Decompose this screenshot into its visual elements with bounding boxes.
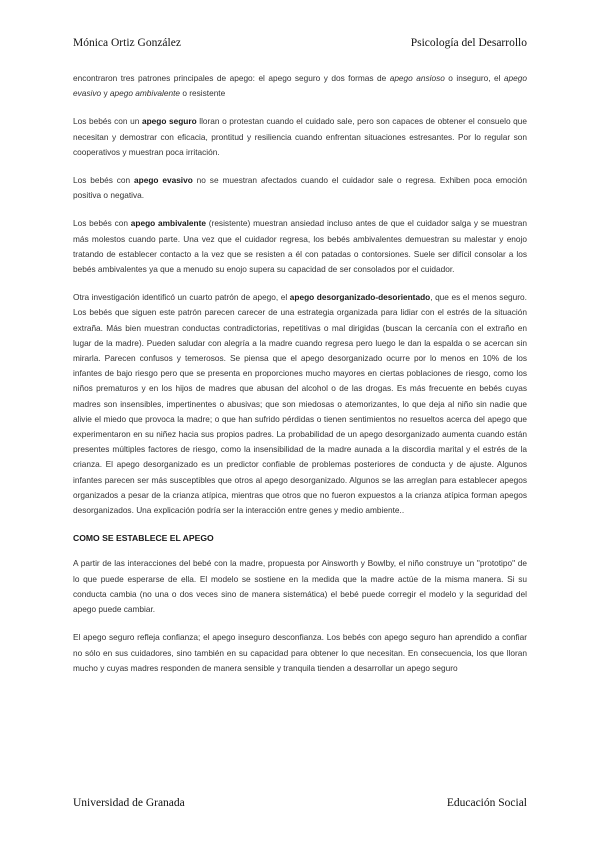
paragraph-secure-attachment xyxy=(73,114,527,160)
text-run: y xyxy=(101,88,110,99)
text-run: , que es el menos seguro. Los bebés que siguen este patrón parecen carecer de una estrategia organizada para lidiar con el estrés de la situación extraña. Más bien muestran conductas contradictorias, repetitivas o mal dirigidas (buscan la cercanía con el extraño en lugar de la madre). Pueden saludar con alegría a la madre cuando regresa pero luego le dan la espalda o se acercan sin mirarla. Parecen confusos y temerosos. Se piensa que el apego desorganizado ocurre por lo menos en 10% de los infantes de bajo riesgo pero que se presenta en proporciones mucho mayores en ciertas poblaciones de riesgo, como los niños prematuros y en los hijos de madres que abusan del alcohol o de las drogas. Es más frecuente en bebés cuyas madres son insensibles, impertinentes o abusivas; que son miedosas o atemorizantes, lo que deja al niño sin nadie que alivie el miedo que provoca la madre; o que han sufrido pérdidas o tienen sentimientos no resueltos acerca del apego que experimentaron en su niñez hacia sus propios padres. La probabilidad de un apego desorganizado aumenta cuando están presentes múltiples factores de riesgo, como la insensibilidad de la madre aunada a la discordia marital y el estrés de la crianza. El apego desorganizado es un predictor confiable de problemas posteriores de conducta y de ajuste. Algunos infantes parecen ser más susceptibles que otros al apego desorganizado. Algunos se las arreglan para establecer apegos organizados a pesar de la crianza atípica, mientras que otros que no fueron expuestos a la crianza atípica forman apegos desorganizados. Una explicación podría ser la interacción entre genes y medio ambiente.. xyxy=(73,292,527,516)
paragraph-disorganized-attachment xyxy=(73,290,527,518)
bold-term: apego desorganizado-desorientado xyxy=(289,292,431,303)
footer-university: Universidad de Granada xyxy=(73,797,185,809)
header-subject: Psicología del Desarrollo xyxy=(410,37,527,49)
text-run: Otra investigación identificó un cuarto patrón de apego, el xyxy=(73,292,290,303)
document-body xyxy=(73,71,527,689)
text-run: Los bebés con un xyxy=(73,116,142,127)
text-run: lloran o protestan cuando el cuidado sale, pero son capaces de obtener el consuelo que necesitan y demostrar con eficacia, prontitud y resiliencia cuando enfrentan situaciones estresantes. Por lo regular son cooperativos y muestran poca irritación. xyxy=(73,116,527,157)
paragraph-trust: El apego seguro refleja confianza; el apego inseguro desconfianza. Los bebés con apego seguro han aprendido a confiar no sólo en sus cuidadores, sino también en su capacidad para obtener lo que necesitan. En consecuencia, los que lloran mucho y cuyas madres responden de manera sensible y tranquila tienden a desarrollar un apego seguro xyxy=(73,632,527,673)
page-header xyxy=(73,37,527,49)
italic-term: apego ansioso xyxy=(389,73,445,83)
italic-term: apego ambivalente xyxy=(109,88,181,99)
bold-term: apego ambivalente xyxy=(130,218,206,229)
text-run: (resistente) muestran ansiedad incluso antes de que el cuidador salga y se muestran más molestos cuando parte. Una vez que el cuidador regresa, los bebés ambivalentes demuestran su malestar y enojo tratando de establecer contacto a la vez que se resisten a él con patadas o contorsiones. Suele ser difícil consolar a los bebés ambivalentes ya que a menudo su enojo supera su capacidad de ser consolados por el cuidador. xyxy=(73,218,527,275)
page-footer xyxy=(73,797,527,809)
footer-program: Educación Social xyxy=(446,797,527,809)
text-run: o resistente xyxy=(180,88,226,99)
paragraph-ambivalent-attachment xyxy=(73,216,527,277)
italic-term: apego evasivo xyxy=(73,73,527,99)
paragraph-avoidant-attachment xyxy=(73,173,527,203)
text-run: Los bebés con xyxy=(73,218,131,229)
text-run: Los bebés con xyxy=(73,175,135,186)
bold-term: apego evasivo xyxy=(134,175,193,186)
text-run: o inseguro, el xyxy=(444,73,504,83)
section-heading: COMO SE ESTABLECE EL APEGO xyxy=(73,533,214,544)
paragraph-attachment-patterns xyxy=(73,71,527,101)
text-run: encontraron tres patrones principales de apego: el apego seguro y dos formas de xyxy=(73,73,390,83)
text-run: no se muestran afectados cuando el cuidador sale o regresa. Exhiben poca emoción positiva o negativa. xyxy=(73,175,527,201)
bold-term: apego seguro xyxy=(141,116,197,127)
paragraph-prototype: A partir de las interacciones del bebé con la madre, propuesta por Ainsworth y Bowlby, el niño construye un "prototipo" de lo que puede esperarse de ella. El modelo se sostiene en la medida que la madre actúe de la misma manera. Si su conducta cambia (no una o dos veces sino de manera sistemática) el bebé puede corregir el modelo y la seguridad del apego puede cambiar. xyxy=(73,558,527,615)
header-author: Mónica Ortiz González xyxy=(73,37,181,49)
